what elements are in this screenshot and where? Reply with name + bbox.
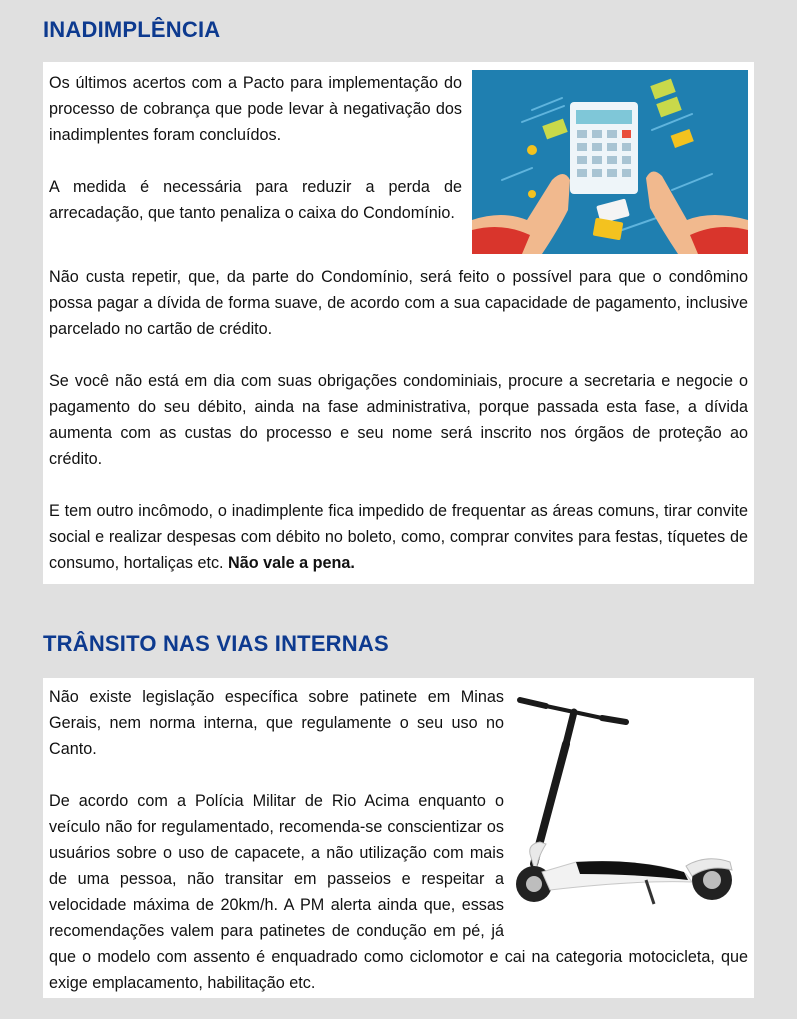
paragraph-5-wrap: [49, 498, 748, 576]
section-title-transito: TRÂNSITO NAS VIAS INTERNAS: [43, 631, 389, 656]
paragraph-6: Não existe legislação específica sobre patinete em Minas Gerais, nem norma interna, que regulamente o seu uso no Canto.: [49, 688, 504, 758]
paragraph-7: De acordo com a Polícia Militar de Rio Acima enquanto o veículo não for regulamentado, recomenda-se conscientizar os usuários sobre o uso de capacete, a não utilização com mais de uma pessoa, não transitar em passeios e respeitar a velocidade máxima de 20km/h. A PM alerta ainda que, essas recomendações valem para patinetes de condução em pé, já que o modelo com assento é enquadrado como ciclomotor e cai na categoria motocicleta, que exige emplacamento, habilitação etc.: [49, 792, 748, 992]
paragraph-4: Se você não está em dia com suas obrigações condominiais, procure a secretaria e negocie o pagamento do seu débito, ainda na fase administrativa, porque passada esta fase, a dívida aumenta com as custas do processo e seu nome será inscrito nos órgãos de proteção ao crédito.: [49, 372, 748, 468]
section-title-inadimplencia: INADIMPLÊNCIA: [43, 17, 221, 42]
electric-scooter-photo: [516, 684, 748, 924]
paragraph-3: Não custa repetir, que, da parte do Condomínio, será feito o possível para que o condômino possa pagar a dívida de forma suave, de acordo com a sua capacidade de pagamento, inclusive parcelado no cartão de crédito.: [49, 268, 748, 338]
paragraph-2: A medida é necessária para reduzir a perda de arrecadação, que tanto penaliza o caixa do Condomínio.: [49, 178, 462, 222]
paragraph-1: Os últimos acertos com a Pacto para implementação do processo de cobrança que pode levar à negativação dos inadimplentes foram concluídos.: [49, 74, 462, 144]
transito-box: [43, 678, 754, 998]
paragraph-5: E tem outro incômodo, o inadimplente fica impedido de frequentar as áreas comuns, tirar convite social e realizar despesas com débito no boleto, como, comprar convites para festas, tíquetes de consumo, hortaliças etc.: [49, 502, 748, 572]
calculator-payment-illustration: [472, 70, 748, 254]
emphasis-text: Não vale a pena.: [228, 554, 355, 572]
inadimplencia-box: [43, 62, 754, 584]
